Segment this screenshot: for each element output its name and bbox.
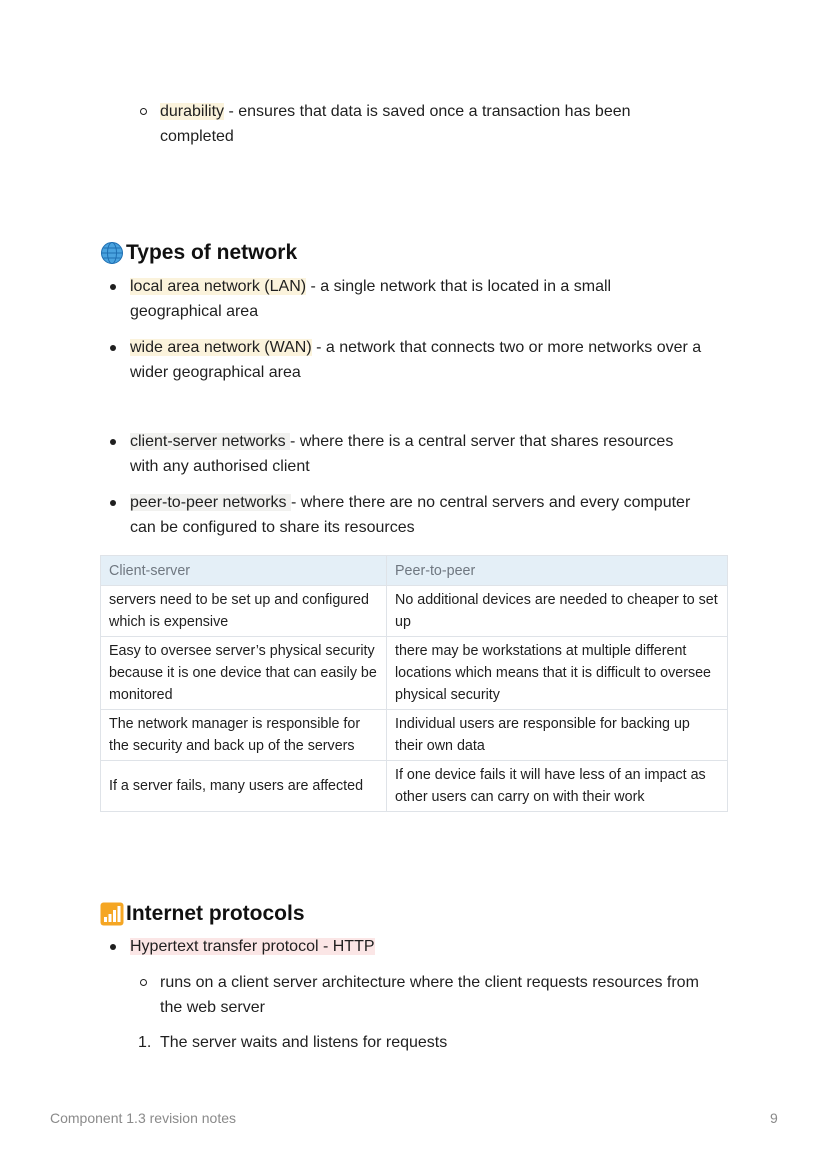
table-cell: servers need to be set up and configured which is expensive: [101, 586, 387, 637]
table-cell: If a server fails, many users are affected: [101, 761, 387, 812]
table-row: [101, 761, 728, 812]
section-heading-internet-protocols: [100, 901, 305, 927]
footer-title: Component 1.3 revision notes: [50, 1110, 236, 1126]
list-item: client-server networks - where there is a central server that shares resources with any authorised client: [130, 429, 740, 479]
durability-list: [160, 99, 700, 149]
list-item: [138, 1030, 750, 1055]
term-client-server: client-server networks: [130, 433, 291, 450]
http-steps-list: [138, 1030, 750, 1055]
table-cell: No additional devices are needed to cheaper to set up: [387, 586, 728, 637]
section-title: Types of network: [126, 241, 298, 264]
step-text: The server waits and listens for requests: [160, 1034, 448, 1051]
table-row: [101, 637, 728, 710]
table-row: [101, 586, 728, 637]
table-header-cell: Client-server: [101, 556, 387, 586]
protocols-list: [130, 934, 740, 970]
list-item: durability - ensures that data is saved once a transaction has been completed: [160, 99, 700, 149]
comparison-table: [100, 555, 728, 812]
table-cell: Easy to oversee server’s physical security because it is one device that can easily be monitored: [101, 637, 387, 710]
network-models-list: [130, 429, 740, 551]
step-number: 1.: [138, 1034, 152, 1051]
term-durability: durability: [160, 103, 225, 120]
list-item: runs on a client server architecture where the client requests resources from the web server: [160, 970, 750, 1020]
globe-icon: [100, 241, 124, 265]
list-item: peer-to-peer networks - where there are no central servers and every computer can be configured to share its resources: [130, 490, 740, 540]
section-title: Internet protocols: [126, 902, 305, 925]
table-cell: The network manager is responsible for the security and back up of the servers: [101, 710, 387, 761]
term-wan: wide area network (WAN): [130, 339, 312, 356]
list-item: local area network (LAN) - a single network that is located in a small geographical area: [130, 274, 740, 324]
network-types-list: [130, 274, 740, 396]
table-cell: there may be workstations at multiple different locations which means that it is difficult to oversee physical security: [387, 637, 728, 710]
term-http: Hypertext transfer protocol - HTTP: [130, 938, 375, 955]
list-item: wide area network (WAN) - a network that connects two or more networks over a wider geographical area: [130, 335, 740, 385]
table-cell: If one device fails it will have less of an impact as other users can carry on with their work: [387, 761, 728, 812]
signal-bars-icon: [100, 902, 124, 926]
page-number: 9: [770, 1110, 778, 1126]
http-sub-list: [160, 970, 750, 1020]
list-item: [130, 934, 740, 959]
section-heading-types-of-network: [100, 240, 297, 266]
term-peer-to-peer: peer-to-peer networks: [130, 494, 291, 511]
table-header-row: [101, 556, 728, 586]
table-cell: Individual users are responsible for backing up their own data: [387, 710, 728, 761]
table-header-cell: Peer-to-peer: [387, 556, 728, 586]
table-row: [101, 710, 728, 761]
term-lan: local area network (LAN): [130, 278, 307, 295]
